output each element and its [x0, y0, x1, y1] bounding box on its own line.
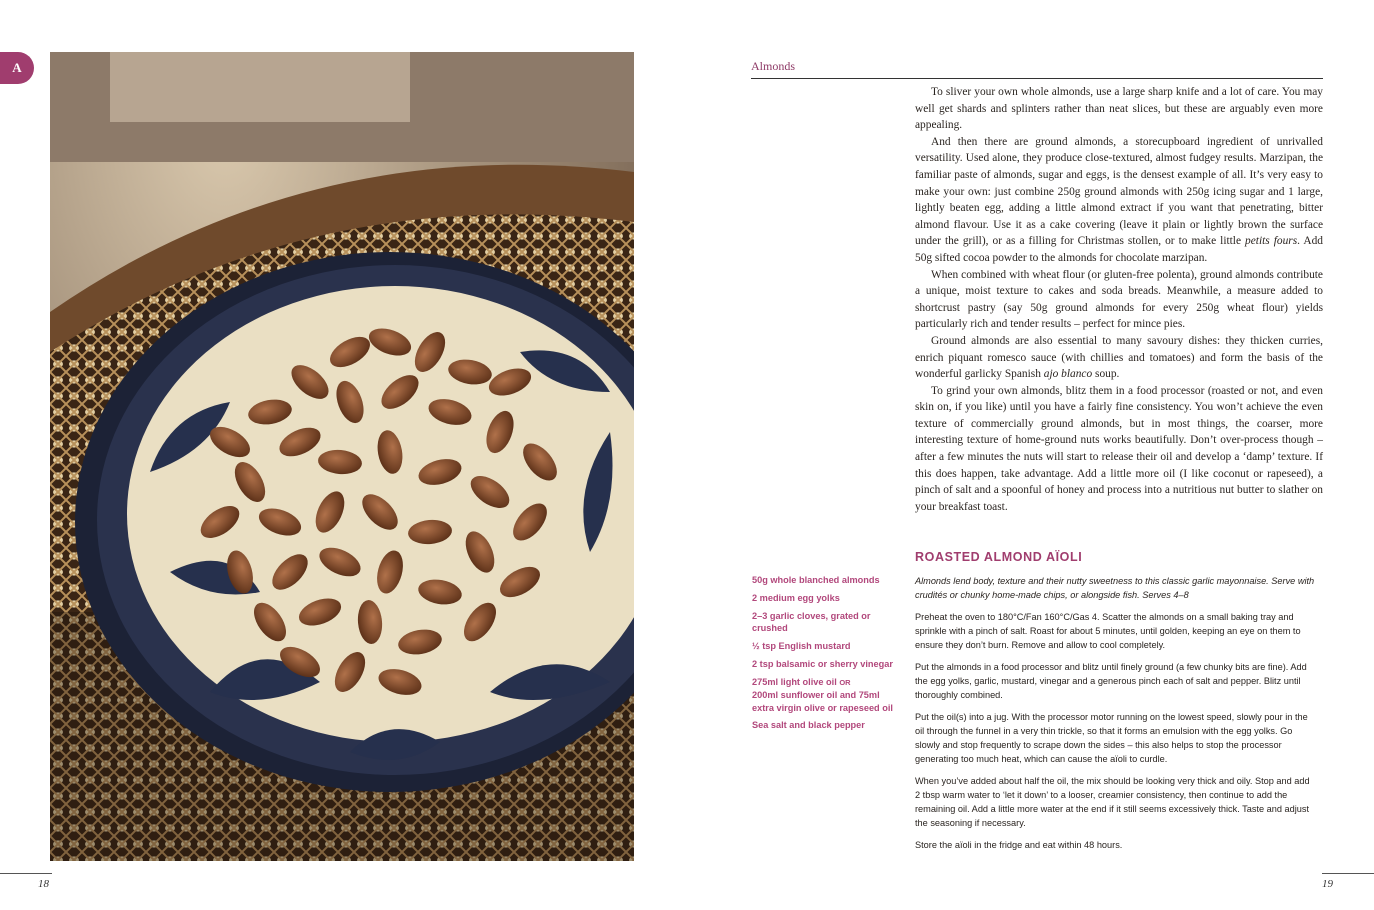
- text-run: soup.: [1092, 368, 1120, 381]
- body-text: [915, 84, 1323, 515]
- text-run: Ground almonds are also essential to many savoury dishes: they thicken curries, enrich piquant romesco sauce (with chillies and tomatoes) and form the basis of the wonderful garlicky Spanish: [915, 334, 1323, 381]
- text-run: When combined with wheat flour (or gluten-free polenta), ground almonds contribute a unique, moist texture to cakes and soda breads. Meanwhile, a measure added to shortcrust pastry (say 50g ground almonds for every 250g wheat flour) yields particularly rich and tender results – perfect for mince pies.: [915, 268, 1323, 331]
- running-head: Almonds: [751, 59, 1323, 79]
- right-folio-rule: [1322, 873, 1374, 874]
- almonds-bowl-photo: [50, 52, 634, 861]
- method-step: When you’ve added about half the oil, the mix should be looking very thick and oily. Stop and add 2 tbsp warm water to ‘let it down’ to a looser, creamier consistency, then continue to add the remaining oil. Add a little more water at the end if it still seems excessively thick. Taste and adjust the seasoning if necessary.: [915, 776, 1310, 828]
- italic-run: petits fours: [1245, 235, 1298, 248]
- ingredient-list: [752, 574, 902, 737]
- ingredient-item: 50g whole blanched almonds: [752, 575, 880, 585]
- photo-illustration: [50, 52, 634, 861]
- ingredient-item: ½ tsp English mustard: [752, 640, 851, 651]
- recipe-intro: Almonds lend body, texture and their nutty sweetness to this classic garlic mayonnaise. Serve with crudités or chunky home-made chips, or alongside fish. Serves 4–8: [915, 576, 1315, 600]
- italic-run: ajo blanco: [1043, 368, 1093, 381]
- method-step: Put the almonds in a food processor and blitz until finely ground (a few chunky bits are fine). Add the egg yolks, garlic, mustard, vinegar and a generous pinch each of salt and pepper. Blitz until thoroughly combined.: [915, 662, 1307, 700]
- recipe-method: [915, 574, 1315, 860]
- body-paragraph: [915, 333, 1323, 383]
- left-folio-rule: [0, 873, 52, 874]
- text-run: To sliver your own whole almonds, use a large sharp knife and a lot of care. You may well get shards and splinters rather than neat slices, but these are arguably even more appealing.: [915, 86, 1323, 132]
- text-run: And then there are ground almonds, a storecupboard ingredient of unrivalled versatility. Used alone, they produce close-textured, almost fudgey results. Marzipan, the familiar paste of almonds, sugar and eggs, is the densest example of all. It’s very easy to make your own: just combine 250g ground almonds with 250g icing sugar and 1 large, lightly beaten egg, adding a little almond extract if you want that penetrating, bitter almond flavour. Use it as a cake covering (leave it plain or lightly brown the surface under the grill), or as a filling for Christmas stollen, or to make little: [915, 135, 1323, 248]
- ingredient-or: OR: [839, 677, 851, 687]
- ingredient-text: 200ml sunflower oil and 75ml extra virgin olive or rapeseed oil: [752, 690, 893, 713]
- ingredient-item: 2 medium egg yolks: [752, 592, 840, 603]
- ingredient-item: 2 tsp balsamic or sherry vinegar: [752, 658, 893, 669]
- page-number-right: 19: [1322, 878, 1333, 890]
- ingredient-item: 2–3 garlic cloves, grated or crushed: [752, 610, 871, 634]
- method-step: Preheat the oven to 180°C/Fan 160°C/Gas 4. Scatter the almonds on a small baking tray and sprinkle with a pinch of salt. Roast for about 5 minutes, until golden, keeping an eye on them to ensure they don’t burn. Remove and allow to cool completely.: [915, 612, 1301, 650]
- page-number-left: 18: [38, 878, 49, 890]
- ingredient-text: 275ml light olive oil: [752, 676, 837, 687]
- ingredient-item-oil: [752, 676, 902, 715]
- body-paragraph: [915, 84, 1323, 134]
- section-tab-letter: A: [0, 52, 34, 84]
- ingredient-item: Sea salt and black pepper: [752, 720, 865, 731]
- recipe-title: ROASTED ALMOND AÏOLI: [915, 550, 1083, 564]
- method-step: Put the oil(s) into a jug. With the processor motor running on the lowest speed, slowly pour in the oil through the funnel in a very thin trickle, so that it forms an emulsion with the egg yolks. Go slowly and stop frequently to scrape down the sides – this also helps to stop the processor generating too much heat, which can cause the aïoli to curdle.: [915, 712, 1308, 764]
- method-step: Store the aïoli in the fridge and eat within 48 hours.: [915, 840, 1123, 850]
- body-paragraph: [915, 134, 1323, 267]
- text-run: . Add 50g sifted cocoa powder to the almonds for chocolate marzipan.: [915, 235, 1323, 264]
- body-paragraph: [915, 267, 1323, 333]
- text-run: To grind your own almonds, blitz them in a food processor (roasted or not, and even skin on, if you like) until you have a fairly fine consistency. You won’t achieve the even texture of commercially ground almonds, but in most things, the coarser, more interesting texture of home-ground nuts works beautifully. Don’t over-process though – after a few minutes the nuts will start to release their oil and develop a ‘damp’ texture. If this does happen, take advantage. Add a little more oil (I like coconut or rapeseed), a pinch of salt and a spoonful of honey and process into a nutritious nut butter to slather on your breakfast toast.: [915, 384, 1323, 513]
- body-paragraph: [915, 383, 1323, 516]
